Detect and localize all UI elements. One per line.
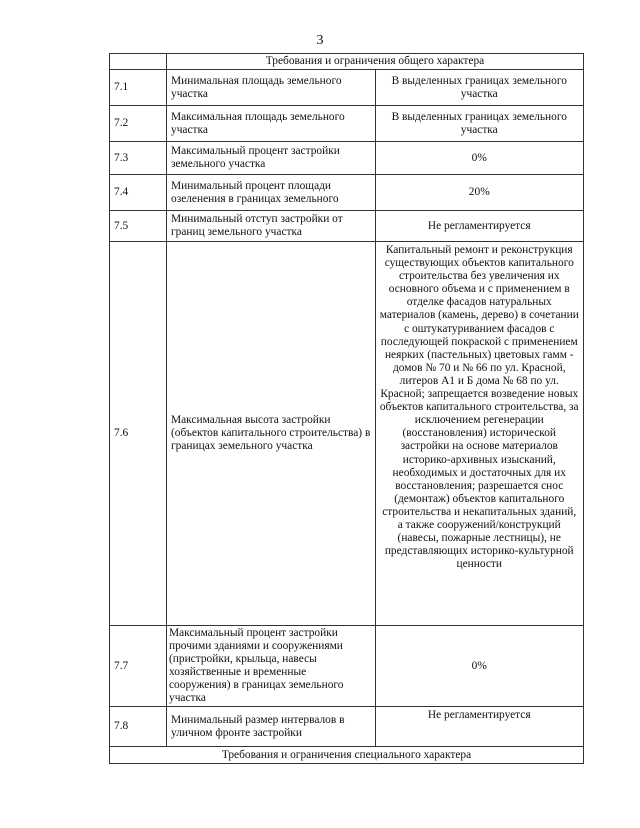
section-general-title: Требования и ограничения общего характера — [167, 54, 584, 70]
table-row — [110, 106, 584, 142]
row-number: 7.8 — [110, 707, 167, 747]
row-value: В выделенных границах земельного участка — [375, 106, 584, 142]
row-name: Минимальный отступ застройки от границ земельного участка — [167, 211, 376, 242]
row-name: Максимальный процент застройки прочими зданиями и сооружениями (пристройки, крыльца, навесы хозяйственные и временные сооружения) в границах земельного участка — [167, 626, 376, 707]
row-number: 7.3 — [110, 142, 167, 175]
row-number: 7.2 — [110, 106, 167, 142]
row-name: Минимальный размер интервалов в уличном фронте застройки — [167, 707, 376, 747]
table-row — [110, 70, 584, 106]
empty-cell — [110, 54, 167, 70]
requirements-table — [109, 53, 584, 764]
table-row — [110, 626, 584, 707]
row-value: Капитальный ремонт и реконструкция существующих объектов капитального строительства без увеличения их основного объема и с применением в отделке фасадов натуральных материалов (камень, дерево) в сочетании с оштукатуриванием фасадов с последующей покраской с применением неярких (пастельных) цветовых гамм - домов № 70 и № 66 по ул. Красной, литеров А1 и Б дома № 68 по ул. Красной; запрещается возведение новых объектов капитального строительства, за исключением регенерации (восстановления) исторической застройки на основе материалов историко-архивных изысканий, необходимых и достаточных для их восстановления; разрешается снос (демонтаж) объектов капитального строительства и некапитальных зданий, а также сооружений/конструкций (навесы, пожарные лестницы), не представляющих историко-культурной ценности — [375, 242, 584, 626]
table-row — [110, 242, 584, 626]
section-header-row — [110, 54, 584, 70]
row-value: 20% — [375, 175, 584, 211]
row-number: 7.6 — [110, 242, 167, 626]
row-number: 7.1 — [110, 70, 167, 106]
row-number: 7.7 — [110, 626, 167, 707]
section-footer-row — [110, 747, 584, 764]
table-row — [110, 707, 584, 747]
section-special-title: Требования и ограничения специального характера — [110, 747, 584, 764]
row-value: Не регламентируется — [375, 707, 584, 747]
row-name: Минимальный процент площади озеленения в границах земельного — [167, 175, 376, 211]
table-row — [110, 175, 584, 211]
table-row — [110, 211, 584, 242]
row-name: Максимальная площадь земельного участка — [167, 106, 376, 142]
row-number: 7.4 — [110, 175, 167, 211]
table-row — [110, 142, 584, 175]
row-name: Максимальная высота застройки (объектов капитального строительства) в границах земельного участка — [167, 242, 376, 626]
row-name: Максимальный процент застройки земельного участка — [167, 142, 376, 175]
row-value: В выделенных границах земельного участка — [375, 70, 584, 106]
row-name: Минимальная площадь земельного участка — [167, 70, 376, 106]
page-number: 3 — [316, 33, 324, 48]
row-value: 0% — [375, 142, 584, 175]
row-value: 0% — [375, 626, 584, 707]
row-number: 7.5 — [110, 211, 167, 242]
row-value: Не регламентируется — [375, 211, 584, 242]
